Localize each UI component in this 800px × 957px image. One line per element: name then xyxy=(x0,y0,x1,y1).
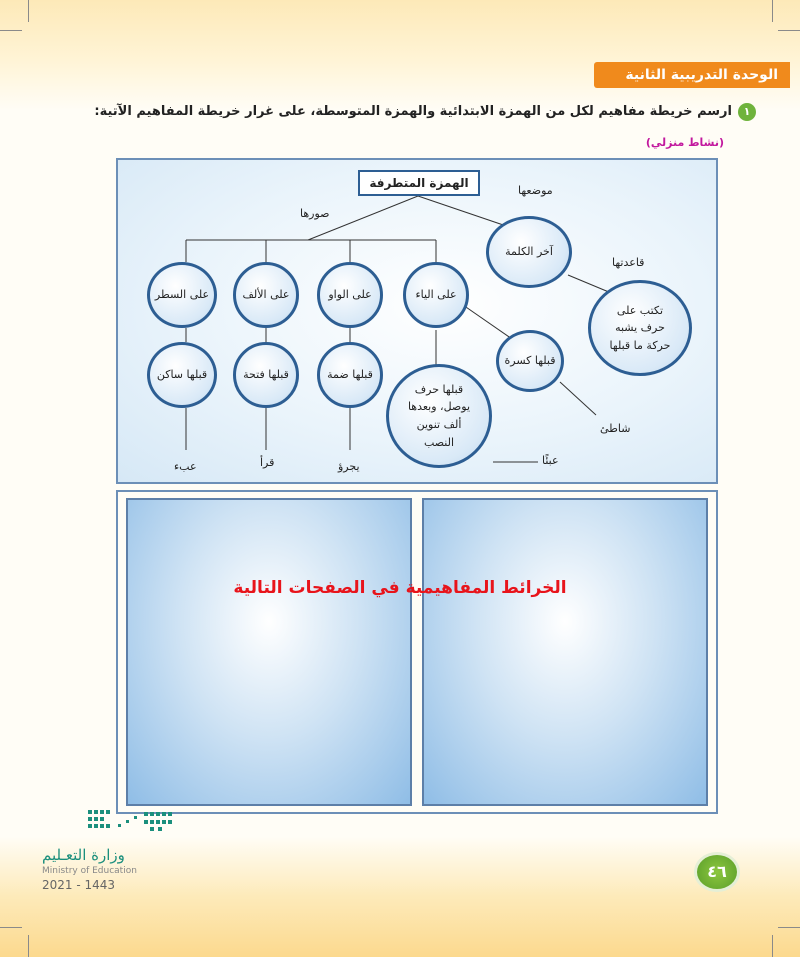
form-node-ya: على الياء xyxy=(403,262,469,328)
ministry-name-arabic: وزارة التعـليم xyxy=(42,846,125,864)
rule-node: تكتب على حرف يشبه حركة ما قبلها xyxy=(588,280,692,376)
condition-node-kasra: قبلها كسرة xyxy=(496,330,564,392)
branch-label-position: موضعها xyxy=(518,184,553,197)
ministry-name-english: Ministry of Education xyxy=(42,866,137,876)
example-qaraa: قرأ xyxy=(260,456,275,469)
position-node: آخر الكلمة xyxy=(486,216,572,288)
concept-map xyxy=(116,158,718,484)
crop-mark xyxy=(778,30,800,31)
form-node-waw: على الواو xyxy=(317,262,383,328)
drawing-panel-right xyxy=(422,498,708,806)
example-ibaan: عبئًا xyxy=(542,454,559,467)
crop-mark xyxy=(28,935,29,957)
special-node: قبلها حرف يوصل، وبعدها ألف تنوين النصب xyxy=(386,364,492,468)
crop-mark xyxy=(28,0,29,22)
question-number-badge: ١ xyxy=(738,103,756,121)
crop-mark xyxy=(0,927,22,928)
ministry-logo-icon xyxy=(88,806,180,834)
crop-mark xyxy=(772,0,773,22)
condition-node-damma: قبلها ضمة xyxy=(317,342,383,408)
top-decoration xyxy=(0,0,800,110)
branch-label-rule: قاعدتها xyxy=(612,256,645,269)
page-number: ٤٦ xyxy=(694,852,740,892)
form-node-line: على السطر xyxy=(147,262,217,328)
question-instruction: ارسم خريطة مفاهيم لكل من الهمزة الابتدائية والهمزة المتوسطة، على غرار خريطة المفاهيم الآتية: xyxy=(94,104,732,119)
unit-title-banner: الوحدة التدريبية الثانية xyxy=(594,62,790,88)
activity-note: (نشاط منزلي) xyxy=(645,136,724,149)
drawing-panel-left xyxy=(126,498,412,806)
form-node-alif: على الألف xyxy=(233,262,299,328)
crop-mark xyxy=(778,927,800,928)
branch-label-forms: صورها xyxy=(300,207,330,220)
overlay-note: الخرائط المفاهيمية في الصفحات التالية xyxy=(233,578,567,598)
condition-node-sakin: قبلها ساكن xyxy=(147,342,217,408)
root-concept: الهمزة المتطرفة xyxy=(358,170,480,196)
example-shati: شاطئ xyxy=(600,422,631,435)
example-yajru: يجرؤ xyxy=(338,460,360,473)
crop-mark xyxy=(0,30,22,31)
example-ib: عبء xyxy=(174,460,197,473)
condition-node-fatha: قبلها فتحة xyxy=(233,342,299,408)
crop-mark xyxy=(772,935,773,957)
edition-years: 2021 - 1443 xyxy=(42,878,116,892)
